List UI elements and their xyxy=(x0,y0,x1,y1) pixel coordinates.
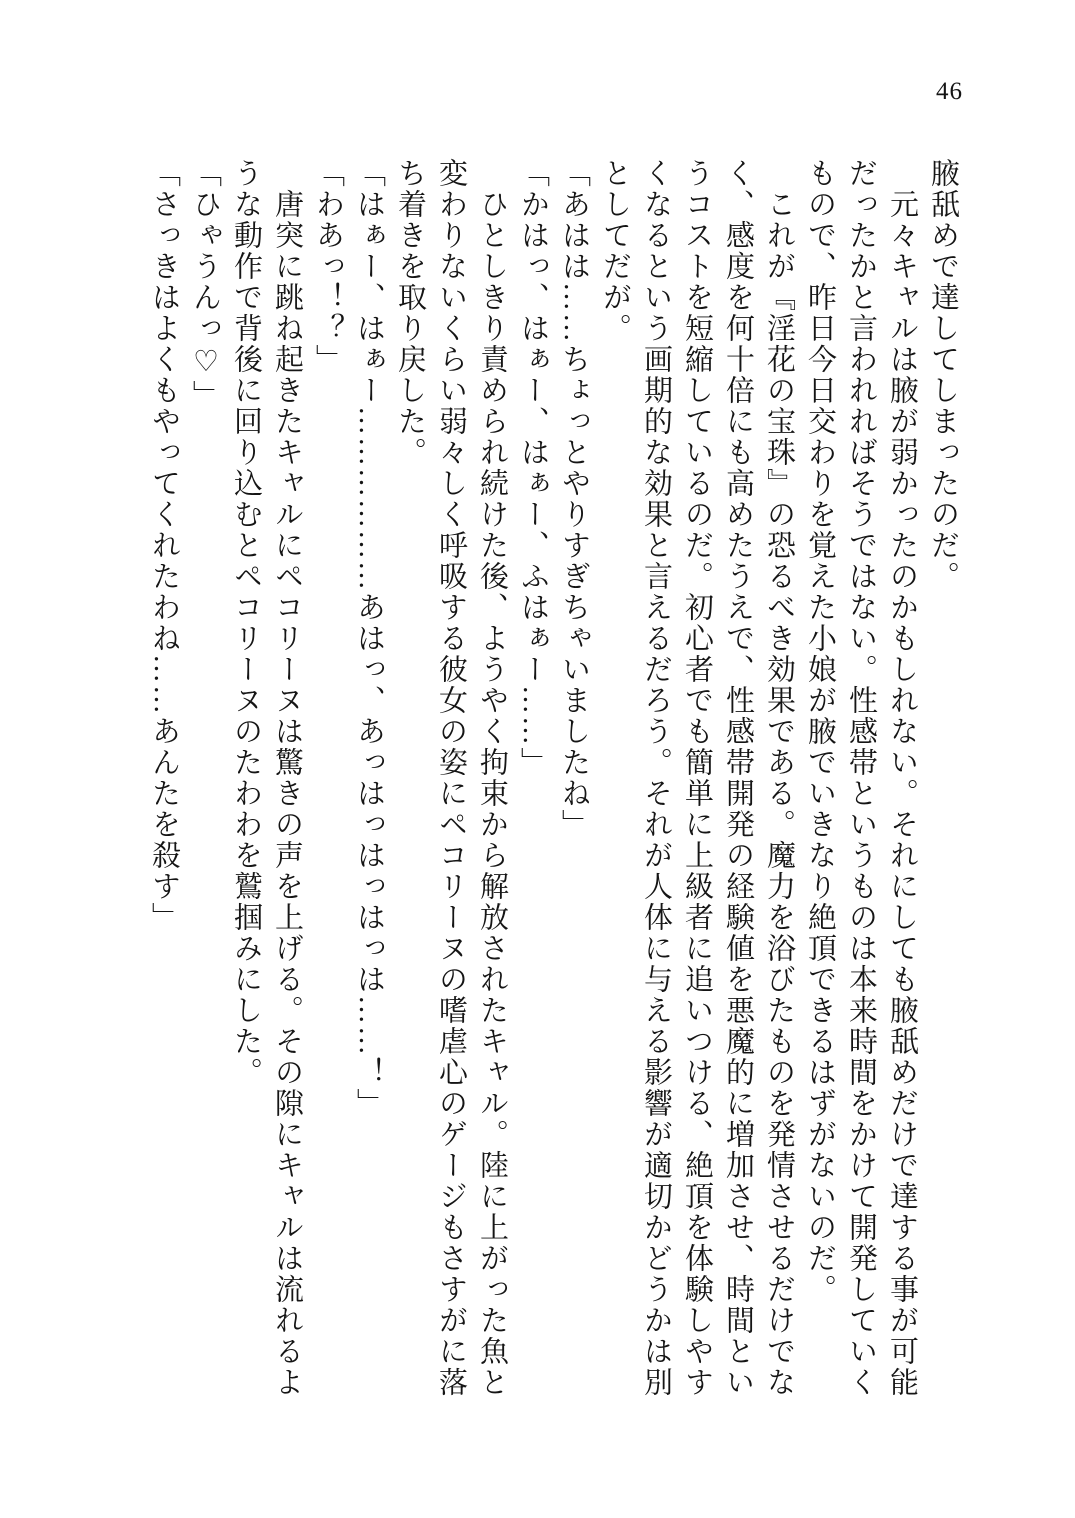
text-block xyxy=(143,158,963,1468)
text-line: だったかと言われればそうではない。性感帯というものは本来時間をかけて開発していく xyxy=(845,158,877,1398)
text-line: 「ひゃうんっ♡」 xyxy=(189,158,221,411)
page-number: 46 xyxy=(936,78,963,105)
text-line: ひとしきり責められ続けた後、ようやく拘束から解放されたキャル。陸に上がった魚と xyxy=(476,158,508,1398)
text-line: うコストを短縮しているのだ。初心者でも簡単に上級者に追いつける、絶頂を体験しやす xyxy=(681,158,713,1398)
text-line: 「わあっ！？」 xyxy=(312,158,344,375)
text-line: これが『淫花の宝珠』の恐るべき効果である。魔力を浴びたものを発情させるだけでな xyxy=(763,158,795,1398)
text-line: もので、昨日今日交わりを覚えた小娘が腋でいきなり絶頂できるはずがないのだ。 xyxy=(804,158,836,1305)
text-line: としてだが。 xyxy=(599,158,631,344)
text-line: 唐突に跳ね起きたキャルにペコリーヌは驚きの声を上げる。その隙にキャルは流れるよ xyxy=(271,158,303,1398)
text-line: くなるという画期的な効果と言えるだろう。それが人体に与える影響が適切かどうかは別 xyxy=(640,158,672,1398)
text-line: 「かはっ、はぁー、はぁー、ふはぁー……」 xyxy=(517,158,549,778)
text-line: うな動作で背後に回り込むとペコリーヌのたわわを鷲掴みにした。 xyxy=(230,158,262,1088)
text-line: く、感度を何十倍にも高めたうえで、性感帯開発の経験値を悪魔的に増加させ、時間とい xyxy=(722,158,754,1398)
text-line: 「あはは……ちょっとやりすぎちゃいましたね」 xyxy=(558,158,590,840)
text-line: 変わりないくらい弱々しく呼吸する彼女の姿にペコリーヌの嗜虐心のゲージもさすがに落 xyxy=(435,158,467,1398)
text-line: 「さっきはよくもやってくれたわね……あんたを殺す」 xyxy=(148,158,180,933)
text-line: ち着きを取り戻した。 xyxy=(394,158,426,468)
text-line: 「はぁー、はぁー………………あはっ、あっはっはっはっは……！」 xyxy=(353,158,385,1119)
text-line: 腋舐めで達してしまったのだ。 xyxy=(927,158,959,592)
text-line: 元々キャルは腋が弱かったのかもしれない。それにしても腋舐めだけで達する事が可能 xyxy=(886,158,918,1398)
